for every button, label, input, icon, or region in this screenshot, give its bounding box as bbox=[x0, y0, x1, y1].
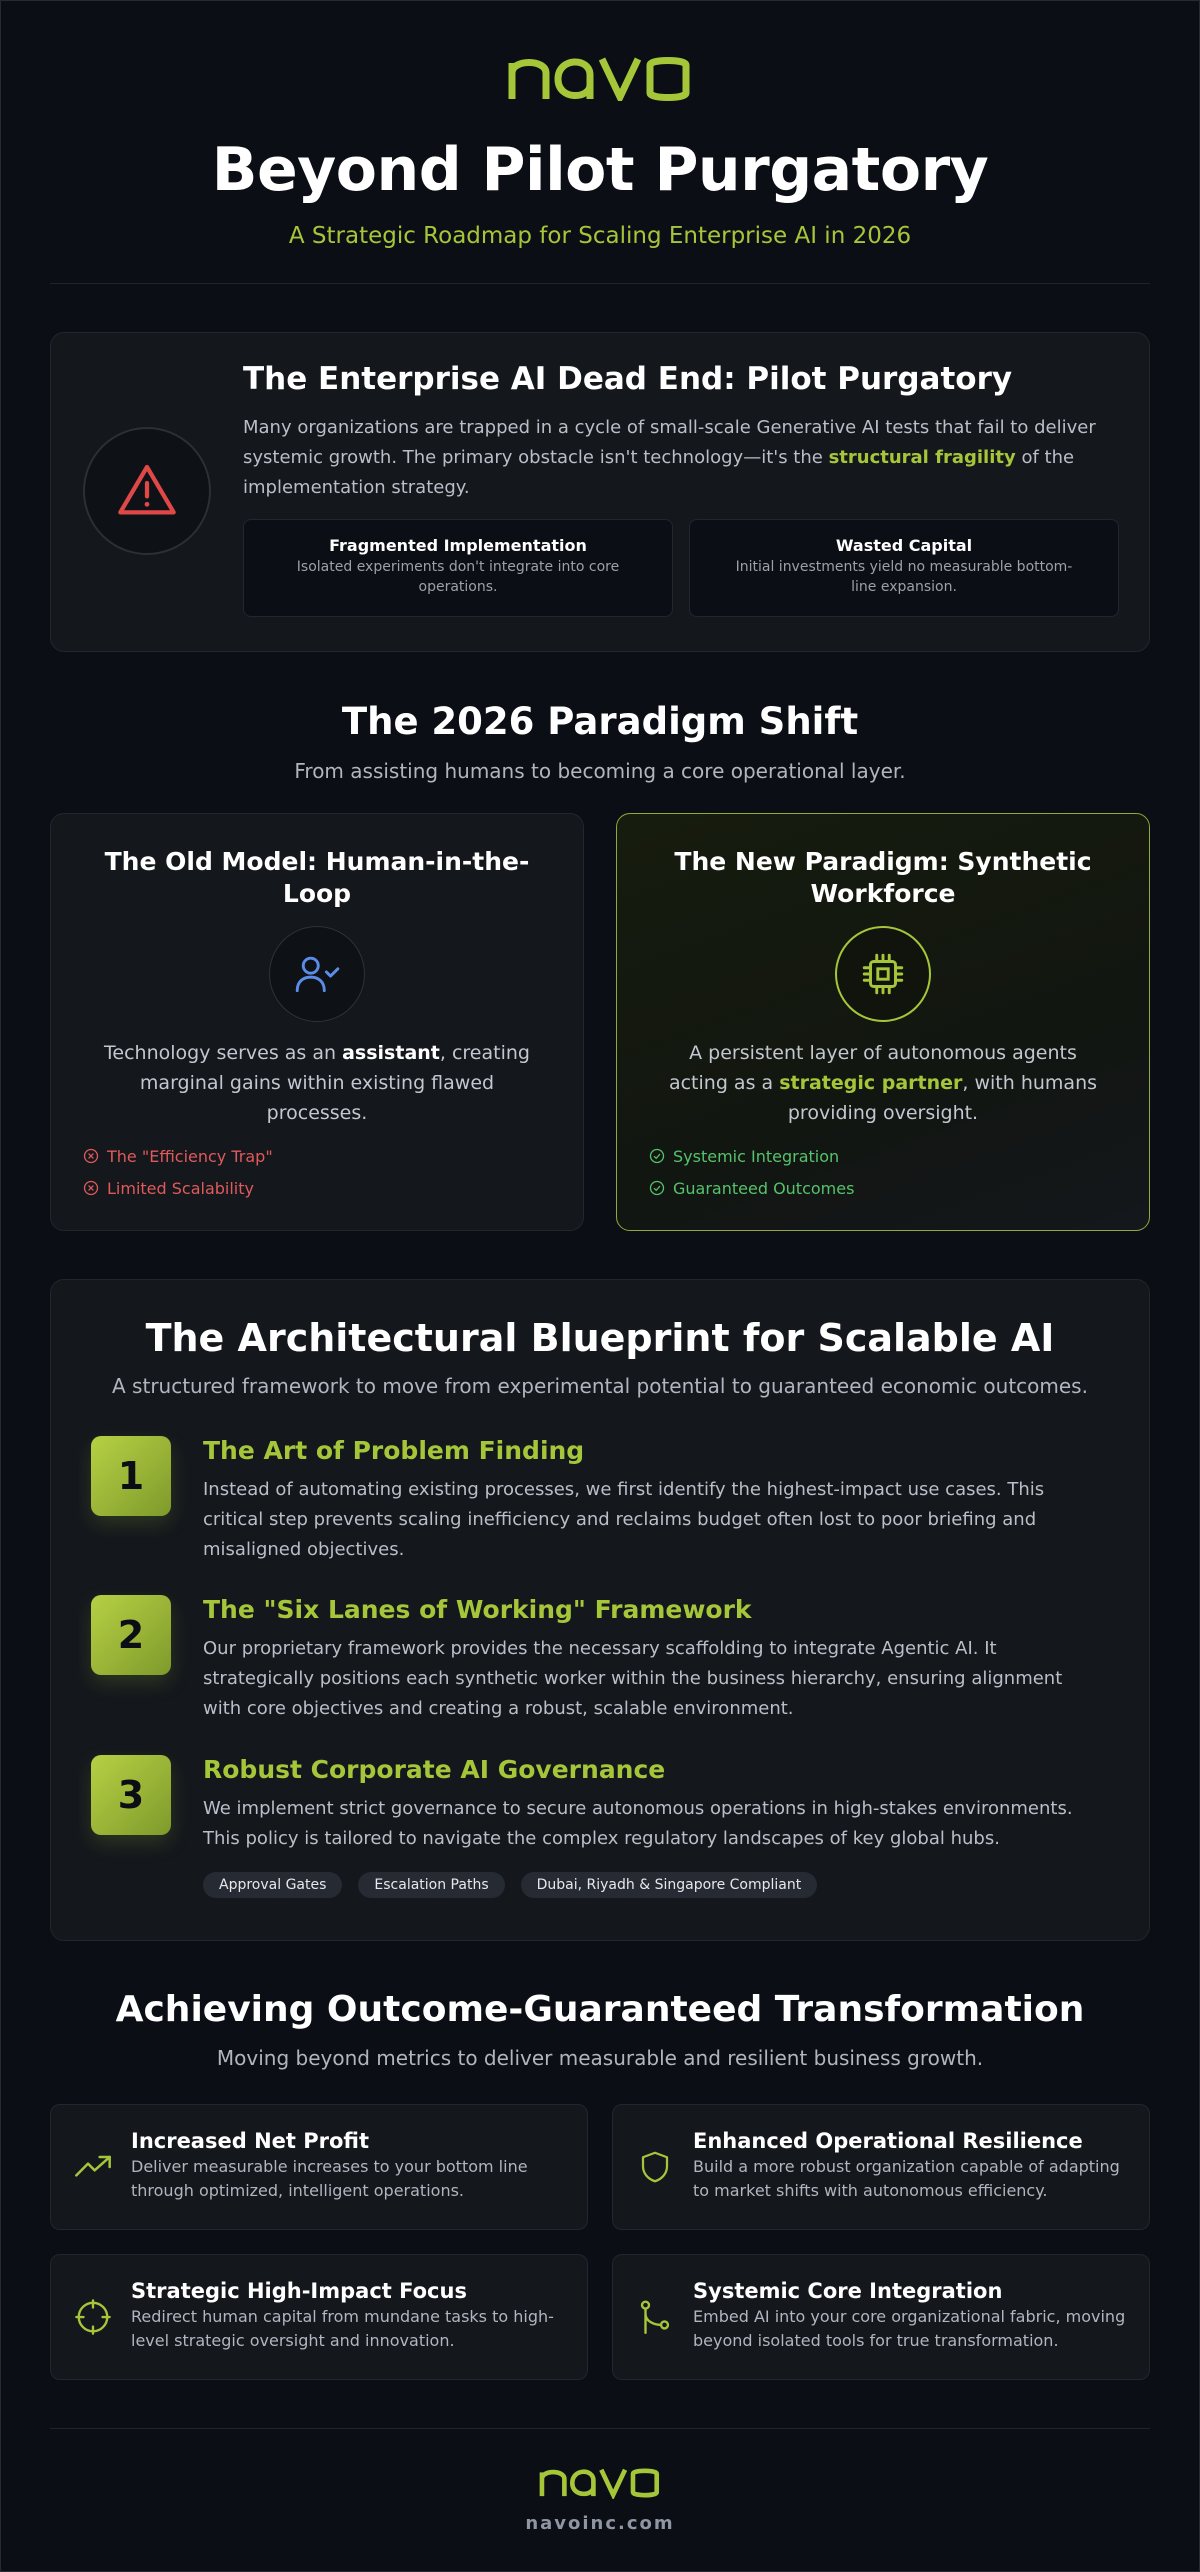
new-paradigm-item-label: Systemic Integration bbox=[673, 1146, 840, 1166]
wasted-capital-card bbox=[689, 519, 1119, 617]
user-check-icon bbox=[292, 949, 342, 999]
outcome-card bbox=[612, 2104, 1150, 2230]
outcomes-subtitle: Moving beyond metrics to deliver measurable and resilient business growth. bbox=[216, 2046, 984, 2070]
mini-card-text: Initial investments yield no measurable bottom-line expansion. bbox=[735, 559, 1073, 595]
shield-icon bbox=[637, 2149, 673, 2185]
mini-card-title: Fragmented Implementation bbox=[329, 536, 587, 555]
old-model-item bbox=[83, 1140, 583, 1172]
step-text: Instead of automating existing processes, we first identify the highest-impact use cases. This critical step prevents scaling inefficiency and reclaims budget often lost to poor briefing and misaligned objectives. bbox=[203, 1479, 1045, 1560]
dead-end-title: The Enterprise AI Dead End: Pilot Purgatory bbox=[243, 361, 1013, 397]
new-paradigm-text-part: A persistent layer of autonomous agents acting as a bbox=[668, 1042, 1077, 1094]
outcome-title: Increased Net Profit bbox=[131, 2129, 370, 2153]
step-number-badge: 2 bbox=[91, 1595, 171, 1675]
check-circle-icon bbox=[649, 1180, 665, 1196]
old-model-text bbox=[51, 1038, 583, 1128]
old-model-title: The Old Model: Human-in-the-Loop bbox=[104, 847, 530, 908]
new-paradigm-icon-circle bbox=[835, 926, 931, 1022]
navo-logo-icon bbox=[506, 45, 694, 101]
navo-logo-icon[interactable] bbox=[538, 2459, 662, 2499]
blueprint-step bbox=[91, 1595, 1111, 1724]
step-title: Robust Corporate AI Governance bbox=[203, 1755, 666, 1784]
old-model-item-label: Limited Scalability bbox=[107, 1178, 254, 1198]
x-circle-icon bbox=[83, 1180, 99, 1196]
dead-end-highlight: structural fragility bbox=[828, 447, 1016, 468]
x-circle-icon bbox=[83, 1148, 99, 1164]
crosshair-icon bbox=[74, 2298, 112, 2336]
new-paradigm-highlight: strategic partner bbox=[779, 1072, 963, 1094]
new-paradigm-item bbox=[649, 1172, 1149, 1204]
old-model-card bbox=[50, 813, 584, 1231]
tag-approval-gates: Approval Gates bbox=[203, 1872, 342, 1898]
tag-escalation-paths: Escalation Paths bbox=[358, 1872, 504, 1898]
old-model-item-label: The "Efficiency Trap" bbox=[107, 1146, 273, 1166]
new-paradigm-text bbox=[617, 1038, 1149, 1128]
check-circle-icon bbox=[649, 1148, 665, 1164]
paradigm-title: The 2026 Paradigm Shift bbox=[341, 700, 859, 743]
old-model-text-part: Technology serves as an bbox=[104, 1042, 343, 1064]
footer bbox=[1, 2429, 1199, 2534]
trending-up-icon bbox=[73, 2147, 113, 2187]
outcome-card bbox=[50, 2254, 588, 2380]
new-paradigm-text-part: , with humans providing oversight. bbox=[787, 1072, 1098, 1124]
outcome-text: Redirect human capital from mundane tasks to high-level strategic oversight and innovation. bbox=[131, 2307, 554, 2350]
outcome-card bbox=[612, 2254, 1150, 2380]
divider bbox=[50, 283, 1150, 284]
blueprint-step bbox=[91, 1436, 1111, 1565]
cpu-chip-icon bbox=[858, 949, 908, 999]
old-model-bold: assistant bbox=[342, 1042, 440, 1064]
outcome-title: Systemic Core Integration bbox=[693, 2279, 1003, 2303]
page-title: Beyond Pilot Purgatory bbox=[211, 135, 989, 205]
website-link[interactable]: navoinc.com bbox=[525, 2513, 675, 2534]
step-text: Our proprietary framework provides the necessary scaffolding to integrate Agentic AI. It strategically positions each synthetic worker within the business hierarchy, ensuring alignment with core objectives and creating a robust, scalable environment. bbox=[203, 1638, 1063, 1719]
outcome-text: Build a more robust organization capable of adapting to market shifts with autonomous efficiency. bbox=[693, 2157, 1120, 2200]
old-model-text-part: , creating marginal gains within existing flawed processes. bbox=[139, 1042, 530, 1124]
outcome-title: Enhanced Operational Resilience bbox=[693, 2129, 1083, 2153]
paradigm-subtitle: From assisting humans to becoming a core operational layer. bbox=[294, 759, 906, 783]
dead-end-text-part: Many organizations are trapped in a cycle of small-scale Generative AI tests that fail to deliver systemic growth. The primary obstacle isn't technology—it's the bbox=[243, 417, 1096, 468]
blueprint-card bbox=[50, 1279, 1150, 1941]
governance-tags bbox=[203, 1872, 1111, 1898]
git-branch-icon bbox=[636, 2298, 674, 2336]
step-number-badge: 1 bbox=[91, 1436, 171, 1516]
tag-compliance: Dubai, Riyadh & Singapore Compliant bbox=[521, 1872, 818, 1898]
dead-end-card bbox=[50, 332, 1150, 652]
step-number-badge: 3 bbox=[91, 1755, 171, 1835]
page-subtitle: A Strategic Roadmap for Scaling Enterprise AI in 2026 bbox=[288, 223, 912, 249]
step-title: The Art of Problem Finding bbox=[203, 1436, 585, 1465]
warning-triangle-icon bbox=[115, 459, 179, 523]
blueprint-title: The Architectural Blueprint for Scalable AI bbox=[145, 1316, 1055, 1360]
old-model-icon-circle bbox=[269, 926, 365, 1022]
outcomes-title: Achieving Outcome-Guaranteed Transformation bbox=[115, 1989, 1085, 2030]
dead-end-text-part: of the implementation strategy. bbox=[243, 447, 1075, 498]
outcome-text: Embed AI into your core organizational fabric, moving beyond isolated tools for true transformation. bbox=[693, 2307, 1126, 2350]
header-logo[interactable] bbox=[1, 1, 1199, 123]
warning-icon-circle bbox=[83, 427, 211, 555]
blueprint-step bbox=[91, 1755, 1111, 1898]
mini-card-text: Isolated experiments don't integrate into core operations. bbox=[296, 559, 620, 595]
outcome-text: Deliver measurable increases to your bottom line through optimized, intelligent operations. bbox=[131, 2157, 528, 2200]
old-model-item bbox=[83, 1172, 583, 1204]
new-paradigm-card bbox=[616, 813, 1150, 1231]
step-text: We implement strict governance to secure autonomous operations in high-stakes environments. This policy is tailored to navigate the complex regulatory landscapes of key global hubs. bbox=[203, 1798, 1073, 1849]
outcome-card bbox=[50, 2104, 588, 2230]
mini-card-title: Wasted Capital bbox=[835, 536, 973, 555]
fragmented-implementation-card bbox=[243, 519, 673, 617]
blueprint-subtitle: A structured framework to move from experimental potential to guaranteed economic outcomes. bbox=[112, 1374, 1088, 1398]
dead-end-text bbox=[243, 413, 1119, 503]
new-paradigm-item bbox=[649, 1140, 1149, 1172]
outcome-title: Strategic High-Impact Focus bbox=[131, 2279, 467, 2303]
new-paradigm-title: The New Paradigm: Synthetic Workforce bbox=[674, 847, 1092, 908]
step-title: The "Six Lanes of Working" Framework bbox=[203, 1595, 752, 1624]
new-paradigm-item-label: Guaranteed Outcomes bbox=[673, 1178, 855, 1198]
